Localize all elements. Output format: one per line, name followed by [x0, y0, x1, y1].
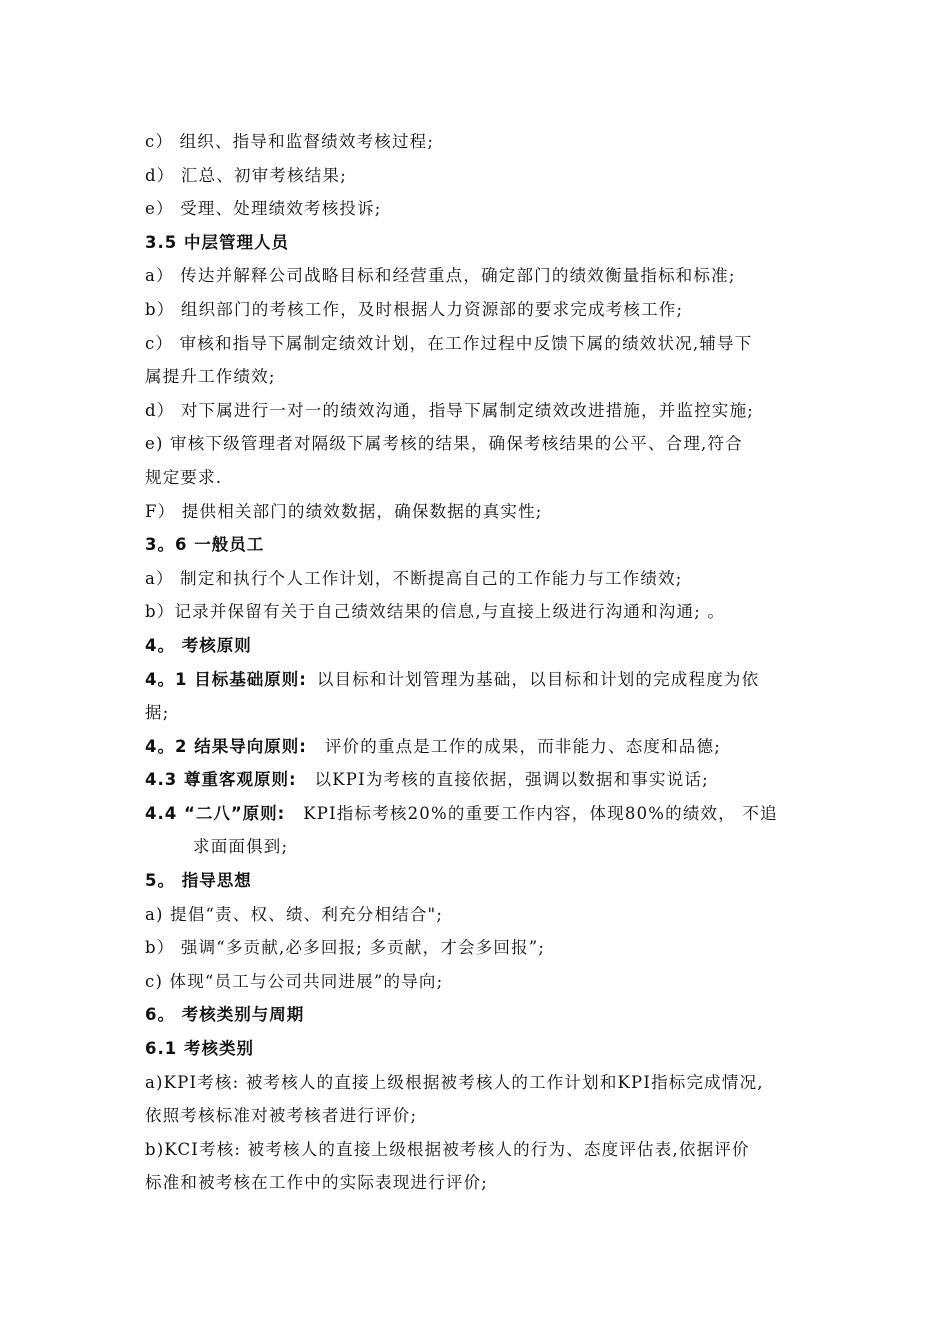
section-heading: 3。6 一般员工 [145, 535, 265, 555]
text-line: a） 制定和执行个人工作计划，不断提高自己的工作能力与工作绩效; [145, 568, 683, 588]
section-heading: 3.5 中层管理人员 [145, 232, 289, 252]
text-line: c) 体现“员工与公司共同进展”的导向; [145, 971, 444, 991]
principle-text: 以目标和计划管理为基础，以目标和计划的完成程度为依 [316, 669, 760, 689]
section-heading: 6.1 考核类别 [145, 1039, 254, 1059]
principle-line [145, 763, 820, 797]
text-line: b)KCI考核: 被考核人的直接上级根据被考核人的行为、态度评估表,依据评价 [145, 1139, 750, 1159]
principle-title: 4.4 “二八”原则: [145, 803, 286, 823]
principle-text: 评价的重点是工作的成果，而非能力、态度和品德; [324, 736, 721, 756]
principle-line [145, 797, 820, 831]
text-line: F） 提供相关部门的绩效数据，确保数据的真实性; [145, 501, 543, 521]
principle-text: KPI指标考核20%的重要工作内容，体现80%的绩效， 不追 [303, 803, 778, 823]
principle-line [145, 730, 820, 764]
text-line: a)KPI考核: 被考核人的直接上级根据被考核人的工作计划和KPI指标完成情况, [145, 1072, 764, 1092]
text-line: d） 汇总、初审考核结果; [145, 165, 347, 185]
principle-title: 4。1 目标基础原则: [145, 669, 307, 689]
text-line: 规定要求. [145, 467, 223, 487]
principle-line [145, 663, 820, 697]
section-heading: 4。 考核原则 [145, 635, 252, 655]
text-line: 依照考核标准对被考核者进行评价; [145, 1106, 418, 1126]
text-line: e） 受理、处理绩效考核投诉; [145, 199, 382, 219]
principle-title: 4。2 结果导向原则: [145, 736, 307, 756]
text-line: 标准和被考核在工作中的实际表现进行评价; [145, 1173, 489, 1193]
text-line: a） 传达并解释公司战略目标和经营重点，确定部门的绩效衡量指标和标准; [145, 266, 736, 286]
text-line: 据; [145, 703, 170, 723]
text-line: b）记录并保留有关于自己绩效结果的信息,与直接上级进行沟通和沟通; 。 [145, 602, 726, 622]
principle-title: 4.3 尊重客观原则: [145, 770, 297, 790]
section-heading: 6。 考核类别与周期 [145, 1005, 305, 1025]
section-heading: 5。 指导思想 [145, 871, 252, 891]
text-line: c） 组织、指导和监督绩效考核过程; [145, 132, 435, 151]
principle-text: 以KPI为考核的直接依据，强调以数据和事实说话; [314, 770, 709, 790]
text-line: b） 强调“多贡献,必多回报; 多贡献，才会多回报”; [145, 938, 546, 958]
text-line: e) 审核下级管理者对隔级下属考核的结果，确保考核结果的公平、合理,符合 [145, 434, 743, 454]
text-line: 属提升工作绩效; [145, 367, 276, 387]
text-line: b） 组织部门的考核工作，及时根据人力资源部的要求完成考核工作; [145, 299, 684, 319]
text-line: 求面面俱到; [193, 837, 289, 857]
text-line: d） 对下属进行一对一的绩效沟通，指导下属制定绩效改进措施，并监控实施; [145, 400, 755, 420]
text-line: c） 审核和指导下属制定绩效计划，在工作过程中反馈下属的绩效状况,辅导下 [145, 333, 753, 353]
text-line: a) 提倡“责、权、绩、利充分相结合"; [145, 904, 444, 924]
